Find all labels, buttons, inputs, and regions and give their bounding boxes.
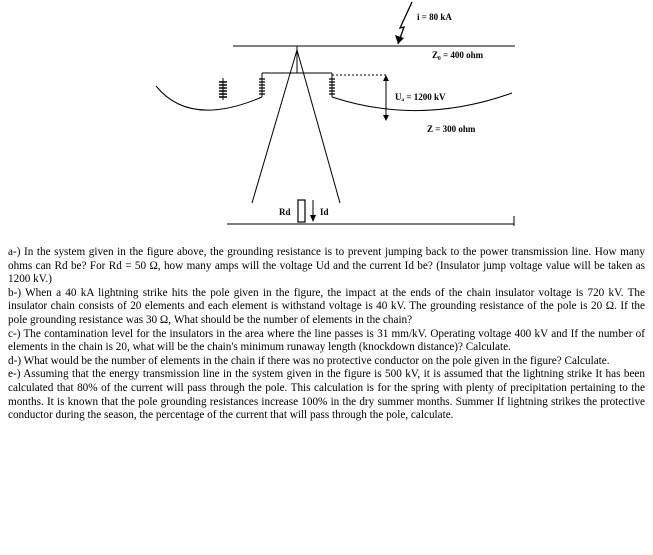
lightning-arrowhead: [395, 35, 404, 44]
question-list: [8, 246, 645, 423]
current-label: i = 80 kA: [417, 12, 452, 22]
id-arrowhead: [310, 215, 316, 222]
grounding-resistor: [298, 200, 305, 222]
question-d: d-) What would be the number of elements in the chain if there was no protective conductor on the pole given in the figure? Calculate.: [8, 354, 610, 367]
question-b: b-) When a 40 kA lightning strike hits the pole given in the figure, the impact at the ends of the chain insulator voltage is 720 kV. The insulator chain consists of 20 elements and each element is withstand voltage is 40 kV. The grounding resistance of the pole is 20 Ω. If the pole grounding resistance was 30 Ω, What should be the number of elements in the chain?: [8, 286, 645, 326]
id-label: Id: [320, 207, 329, 217]
ua-arrowhead-bottom: [383, 115, 389, 121]
insulator-chain-left: [259, 73, 265, 97]
ua-label: Uₐ = 1200 kV: [395, 92, 446, 102]
phase-conductor-left: [156, 86, 262, 110]
insulator-left-outer: [219, 78, 227, 100]
z0-label: Z₀ = 400 ohm: [432, 50, 484, 60]
rd-label: Rd: [279, 207, 291, 217]
insulator-chain-right: [329, 73, 335, 97]
question-e: e-) Assuming that the energy transmission line in the system given in the figure is 500 kV, it is assumed that the lightning strike It has been calculated that 80% of the current will pass through the pole. This calculation is for the spring with plenty of precipitation pertaining to the months. It is known that the pole grounding resistances increase 100% in the dry summer months. Summer If lightning strikes the protective conductor during the season, the percentage of the current that will pass through the pole, calculate.: [8, 368, 645, 422]
power-line-figure: [0, 0, 653, 240]
question-a: a-) In the system given in the figure above, the grounding resistance is to prevent jumping back to the power transmission line. How many ohms can Rd be? For Rd = 50 Ω, how many amps will the voltage Ud and the current Id be? (Insulator jump voltage value will be taken as 1200 kV.): [8, 246, 645, 286]
z-label: Z = 300 ohm: [427, 124, 476, 134]
ua-arrowhead-top: [383, 75, 389, 81]
question-c: c-) The contamination level for the insulators in the area where the line passes is 31 mm/kV. Operating voltage 400 kV and If the number of elements in the chain is 20, what will be the chain's minimum runaway length (knockdown distance)? Calculate.: [8, 327, 645, 354]
